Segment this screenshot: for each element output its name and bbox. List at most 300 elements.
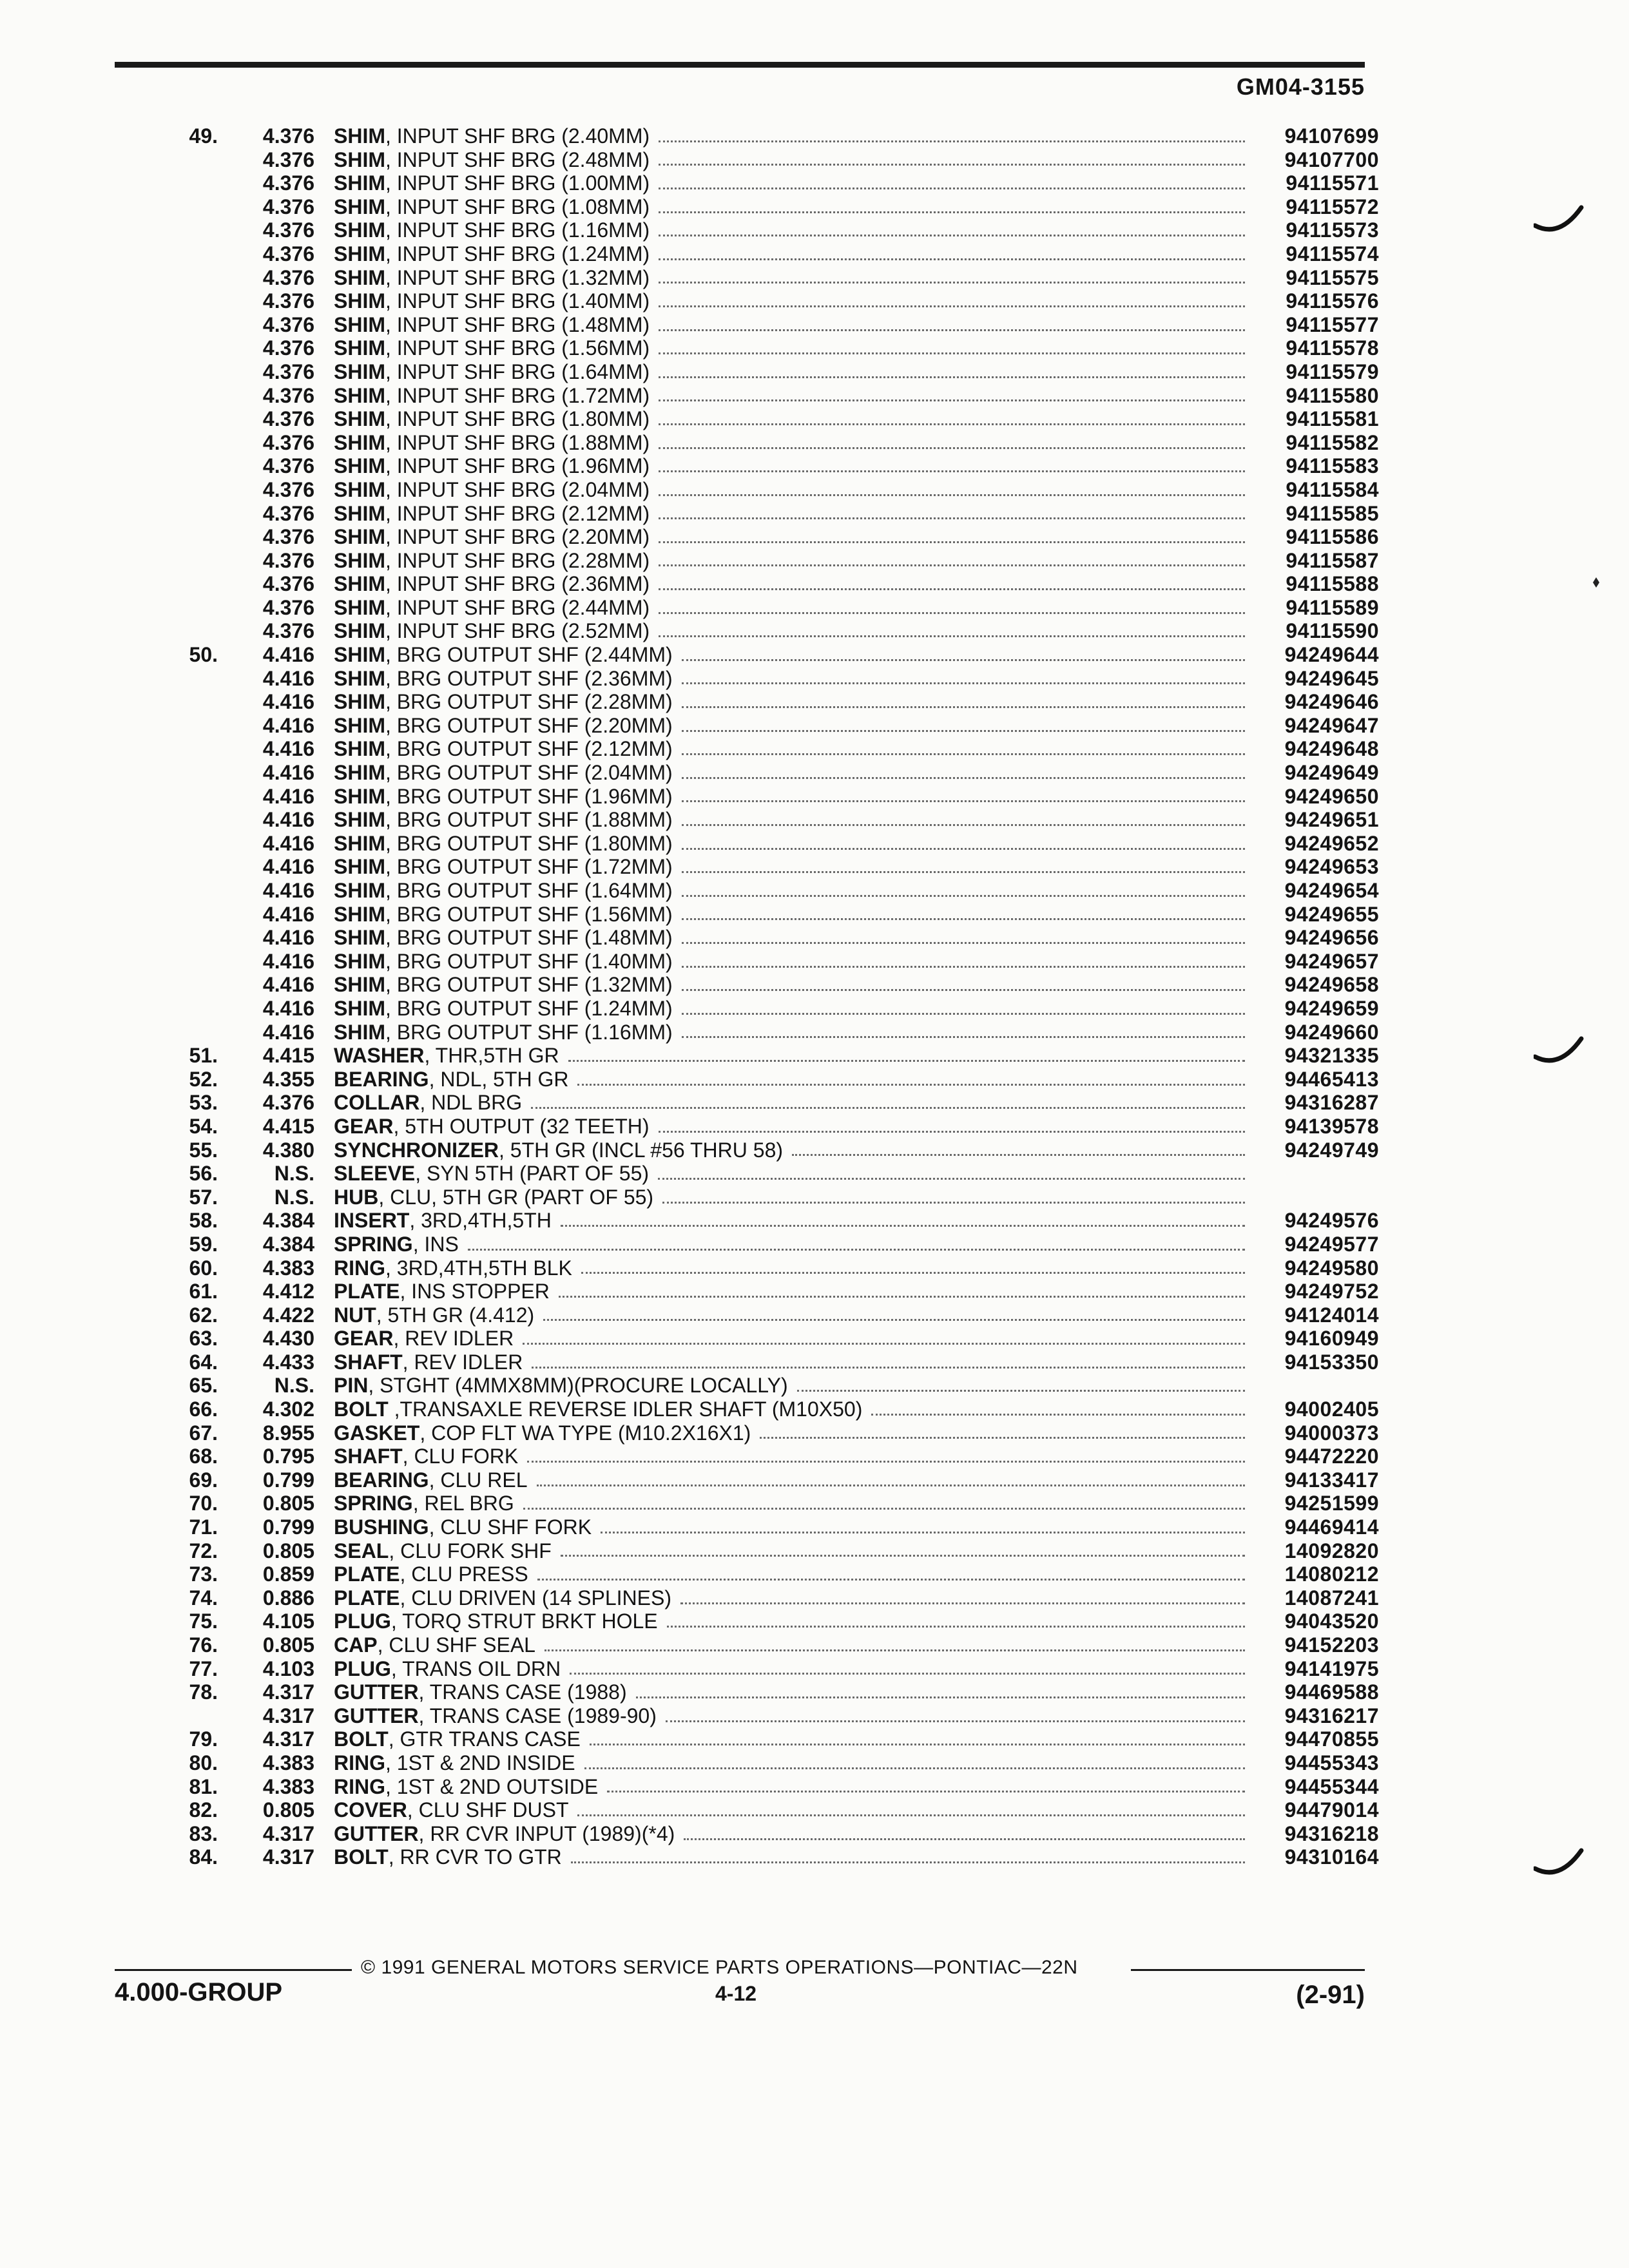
part-detail: , BRG OUTPUT SHF (1.32MM): [385, 973, 673, 997]
illustration-ref: 4.376: [262, 1091, 314, 1115]
part-number: 94249576: [1284, 1209, 1379, 1233]
part-row: [129, 336, 1379, 360]
illustration-ref: 4.376: [262, 430, 314, 454]
part-number: 94249660: [1284, 1020, 1379, 1044]
dot-leader: [659, 235, 1245, 236]
part-name: SHIM: [334, 525, 385, 549]
illustration-ref: 4.376: [262, 454, 314, 478]
illustration-ref: 4.376: [262, 289, 314, 313]
part-number: 94115573: [1286, 218, 1379, 242]
part-detail: , 1ST & 2ND OUTSIDE: [385, 1774, 599, 1798]
part-name: GASKET: [334, 1421, 420, 1445]
part-number: 94249653: [1284, 855, 1379, 879]
copyright-line: © 1991 GENERAL MOTORS SERVICE PARTS OPERATIONS—PONTIAC—22N: [361, 1957, 1078, 1978]
part-row: [129, 1139, 1379, 1162]
speck-mark: [1592, 577, 1601, 588]
part-number: 94316217: [1284, 1704, 1379, 1727]
part-number: 94249648: [1284, 737, 1379, 761]
illustration-ref: 4.105: [262, 1610, 314, 1633]
item-number: 62.: [189, 1303, 218, 1327]
part-description: [334, 1798, 568, 1822]
part-description: [334, 1256, 572, 1280]
part-description: [334, 903, 673, 927]
dot-leader: [682, 1013, 1245, 1015]
illustration-ref: 4.416: [262, 973, 314, 997]
part-name: COVER: [334, 1798, 407, 1822]
illustration-ref: 4.302: [262, 1398, 314, 1421]
part-row: [129, 525, 1379, 549]
part-name: PLUG: [334, 1610, 391, 1633]
part-number: 94249657: [1284, 949, 1379, 973]
part-number: 14080212: [1284, 1562, 1379, 1586]
part-description: [334, 407, 650, 431]
item-number: 84.: [189, 1845, 218, 1869]
part-description: [334, 1209, 552, 1233]
part-detail: , CLU FORK: [402, 1445, 519, 1468]
illustration-ref: N.S.: [274, 1162, 314, 1186]
illustration-ref: 4.376: [262, 195, 314, 218]
part-description: [334, 313, 650, 337]
part-number: 94115575: [1286, 265, 1379, 289]
dot-leader: [682, 942, 1245, 944]
part-detail: ,TRANSAXLE REVERSE IDLER SHAFT (M10X50): [388, 1398, 863, 1421]
item-number: 67.: [189, 1421, 218, 1445]
part-description: [334, 502, 650, 526]
illustration-ref: 4.416: [262, 737, 314, 761]
part-number: 94249646: [1284, 690, 1379, 714]
part-name: SHIM: [334, 336, 385, 360]
part-detail: , 3RD,4TH,5TH BLK: [385, 1256, 572, 1280]
part-number: 94115580: [1286, 383, 1379, 407]
part-name: SHIM: [334, 713, 385, 737]
part-number: 94249654: [1284, 879, 1379, 902]
illustration-ref: N.S.: [274, 1185, 314, 1209]
part-description: [334, 737, 673, 761]
illustration-ref: 4.416: [262, 926, 314, 950]
part-detail: , STGHT (4MMX8MM)(PROCURE LOCALLY): [368, 1374, 788, 1398]
part-number: 94310164: [1284, 1845, 1379, 1869]
part-number: 94316287: [1284, 1091, 1379, 1115]
part-description: [334, 454, 650, 478]
dot-leader: [636, 1696, 1245, 1698]
item-number: 69.: [189, 1468, 218, 1492]
illustration-ref: 4.422: [262, 1303, 314, 1327]
part-number: 94115579: [1286, 360, 1379, 383]
part-detail: , TRANS CASE (1988): [418, 1680, 627, 1704]
part-detail: , CLU SHF FORK: [429, 1515, 592, 1539]
part-row: [129, 832, 1379, 856]
part-number: 94249652: [1284, 831, 1379, 855]
part-detail: , INPUT SHF BRG (1.88MM): [385, 430, 650, 454]
dot-leader: [561, 1225, 1245, 1227]
part-row: [129, 1680, 1379, 1704]
item-number: 70.: [189, 1492, 218, 1515]
dot-leader: [682, 800, 1245, 802]
part-row: [129, 1091, 1379, 1115]
part-row: [129, 242, 1379, 266]
illustration-ref: 4.376: [262, 265, 314, 289]
illustration-ref: 4.376: [262, 360, 314, 383]
part-row: [129, 1327, 1379, 1350]
part-number: 94455344: [1284, 1774, 1379, 1798]
part-description: [334, 1562, 528, 1586]
part-number: 94316218: [1284, 1821, 1379, 1845]
part-row: [129, 1468, 1379, 1492]
part-name: SHIM: [334, 949, 385, 973]
part-detail: , 5TH GR (INCL #56 THRU 58): [499, 1138, 784, 1162]
dot-leader: [682, 918, 1245, 920]
part-detail: , CLU SHF DUST: [407, 1798, 569, 1822]
part-description: [334, 1822, 675, 1846]
illustration-ref: 4.415: [262, 1044, 314, 1068]
part-number: 14087241: [1284, 1586, 1379, 1610]
illustration-ref: 4.380: [262, 1138, 314, 1162]
item-number: 63.: [189, 1327, 218, 1350]
part-description: [334, 950, 673, 974]
part-description: [334, 714, 673, 738]
illustration-ref: 4.416: [262, 902, 314, 926]
illustration-ref: 0.795: [262, 1445, 314, 1468]
item-number: 55.: [189, 1138, 218, 1162]
item-number: 79.: [189, 1727, 218, 1751]
dot-leader: [537, 1485, 1246, 1486]
part-detail: , CLU, 5TH GR (PART OF 55): [378, 1185, 654, 1209]
part-row: [129, 1398, 1379, 1421]
part-detail: , BRG OUTPUT SHF (1.88MM): [385, 808, 673, 832]
part-name: SHIM: [334, 171, 385, 195]
dot-leader: [577, 1084, 1245, 1086]
part-row: [129, 1515, 1379, 1539]
part-name: SHIM: [334, 831, 385, 855]
part-name: NUT: [334, 1303, 376, 1327]
part-row: [129, 1044, 1379, 1068]
dot-leader: [561, 1555, 1245, 1557]
parts-list: [129, 124, 1379, 1869]
dot-leader: [682, 848, 1245, 850]
part-description: [334, 596, 650, 620]
part-number: 94115586: [1286, 525, 1379, 549]
item-number: 81.: [189, 1774, 218, 1798]
dot-leader: [468, 1249, 1245, 1251]
part-detail: , BRG OUTPUT SHF (1.40MM): [385, 949, 673, 973]
dot-leader: [601, 1532, 1245, 1533]
dot-leader: [531, 1107, 1245, 1109]
part-row: [129, 1610, 1379, 1633]
dot-leader: [659, 140, 1245, 142]
part-name: SHIM: [334, 501, 385, 525]
dot-leader: [607, 1791, 1245, 1792]
part-row: [129, 1845, 1379, 1869]
part-row: [129, 714, 1379, 738]
part-row: [129, 1162, 1379, 1186]
part-row: [129, 407, 1379, 431]
part-description: [334, 1633, 535, 1657]
part-row: [129, 454, 1379, 478]
item-number: 50.: [189, 643, 218, 667]
part-detail: , INPUT SHF BRG (1.00MM): [385, 171, 650, 195]
dot-leader: [797, 1390, 1245, 1392]
part-name: COLLAR: [334, 1091, 420, 1115]
part-name: SHIM: [334, 383, 385, 407]
part-name: SHIM: [334, 148, 385, 171]
part-detail: , INPUT SHF BRG (2.44MM): [385, 595, 650, 619]
part-description: [334, 1398, 862, 1421]
item-number: 80.: [189, 1751, 218, 1774]
dot-leader: [682, 1036, 1245, 1038]
group-label: 4.000-GROUP: [115, 1978, 283, 2006]
part-detail: , INPUT SHF BRG (1.24MM): [385, 242, 650, 265]
illustration-ref: 4.384: [262, 1232, 314, 1256]
dot-leader: [559, 1296, 1245, 1298]
part-description: [334, 1515, 592, 1539]
part-number: 94002405: [1284, 1398, 1379, 1421]
part-number: 94133417: [1284, 1468, 1379, 1492]
illustration-ref: 8.955: [262, 1421, 314, 1445]
item-number: 75.: [189, 1610, 218, 1633]
part-number: 94115577: [1286, 312, 1379, 336]
binding-tick-mark: [1534, 1031, 1585, 1070]
part-description: [334, 1727, 581, 1751]
dot-leader: [543, 1319, 1245, 1321]
dot-leader: [659, 447, 1245, 449]
header-rule: [115, 62, 1365, 68]
part-name: RING: [334, 1256, 385, 1280]
part-detail: , TRANS CASE (1989-90): [418, 1704, 657, 1727]
part-row: [129, 572, 1379, 596]
part-number: 94115581: [1286, 407, 1379, 431]
part-row: [129, 1633, 1379, 1657]
dot-leader: [682, 659, 1245, 661]
part-detail: , INPUT SHF BRG (1.56MM): [385, 336, 650, 360]
item-number: 61.: [189, 1280, 218, 1303]
part-row: [129, 737, 1379, 761]
part-description: [334, 1091, 522, 1115]
illustration-ref: 4.376: [262, 336, 314, 360]
dot-leader: [682, 966, 1245, 968]
item-number: 72.: [189, 1539, 218, 1562]
part-detail: , BRG OUTPUT SHF (2.44MM): [385, 643, 673, 667]
part-name: SHIM: [334, 784, 385, 808]
part-number: 94469588: [1284, 1680, 1379, 1704]
illustration-ref: 4.317: [262, 1821, 314, 1845]
part-row: [129, 360, 1379, 384]
part-detail: , INPUT SHF BRG (2.28MM): [385, 548, 650, 572]
dot-leader: [680, 1602, 1245, 1604]
part-name: SHIM: [334, 666, 385, 690]
part-detail: , INPUT SHF BRG (1.16MM): [385, 218, 650, 242]
dot-leader: [659, 305, 1245, 307]
part-description: [334, 1610, 658, 1633]
part-number: 94249650: [1284, 784, 1379, 808]
part-number: 94115588: [1286, 572, 1379, 596]
illustration-ref: N.S.: [274, 1374, 314, 1398]
part-number: 94321335: [1284, 1044, 1379, 1068]
part-description: [334, 973, 673, 997]
part-detail: , GTR TRANS CASE: [388, 1727, 581, 1751]
item-number: 64.: [189, 1350, 218, 1374]
part-name: PLATE: [334, 1562, 400, 1586]
item-number: 71.: [189, 1515, 218, 1539]
part-row: [129, 1586, 1379, 1610]
part-number: 94249577: [1284, 1232, 1379, 1256]
part-detail: , SYN 5TH (PART OF 55): [415, 1162, 650, 1186]
part-number: 94139578: [1284, 1114, 1379, 1138]
part-description: [334, 218, 650, 242]
page-number: 4-12: [715, 1982, 757, 2005]
illustration-ref: 4.376: [262, 548, 314, 572]
part-row: [129, 785, 1379, 809]
illustration-ref: 4.376: [262, 218, 314, 242]
item-number: 59.: [189, 1232, 218, 1256]
part-detail: , 3RD,4TH,5TH: [409, 1209, 552, 1233]
part-number: 94249647: [1284, 713, 1379, 737]
dot-leader: [545, 1649, 1245, 1651]
part-description: [334, 1327, 514, 1350]
document-id: GM04-3155: [1236, 73, 1365, 100]
part-detail: , CLU PRESS: [400, 1562, 528, 1586]
dot-leader: [659, 282, 1245, 284]
part-name: SHIM: [334, 572, 385, 596]
part-detail: , INPUT SHF BRG (1.48MM): [385, 312, 650, 336]
dot-leader: [581, 1272, 1245, 1274]
part-detail: , INPUT SHF BRG (2.40MM): [385, 124, 650, 148]
part-description: [334, 1845, 562, 1869]
part-name: WASHER: [334, 1044, 425, 1068]
part-detail: , CLU REL: [429, 1468, 528, 1492]
part-row: [129, 478, 1379, 502]
illustration-ref: 4.412: [262, 1280, 314, 1303]
item-number: 78.: [189, 1680, 218, 1704]
part-name: SHIM: [334, 879, 385, 902]
part-name: GEAR: [334, 1114, 394, 1138]
item-number: 56.: [189, 1162, 218, 1186]
part-row: [129, 1186, 1379, 1209]
part-name: SHIM: [334, 737, 385, 761]
part-detail: , BRG OUTPUT SHF (2.12MM): [385, 737, 673, 761]
part-description: [334, 1303, 534, 1327]
part-name: SHIM: [334, 595, 385, 619]
part-row: [129, 1562, 1379, 1586]
part-row: [129, 926, 1379, 950]
part-description: [334, 1586, 671, 1610]
part-row: [129, 549, 1379, 573]
part-detail: , THR,5TH GR: [424, 1044, 559, 1068]
dot-leader: [590, 1744, 1245, 1745]
part-number: 94115582: [1286, 430, 1379, 454]
part-name: GUTTER: [334, 1821, 419, 1845]
part-detail: , INS: [412, 1232, 459, 1256]
part-description: [334, 1704, 657, 1728]
part-number: 94249658: [1284, 973, 1379, 997]
illustration-ref: 4.103: [262, 1657, 314, 1680]
part-name: BOLT: [334, 1727, 389, 1751]
part-name: INSERT: [334, 1209, 410, 1233]
part-name: SHIM: [334, 548, 385, 572]
dot-leader: [577, 1814, 1245, 1816]
part-name: CAP: [334, 1633, 378, 1657]
dot-leader: [682, 871, 1245, 873]
part-detail: , BRG OUTPUT SHF (1.64MM): [385, 879, 673, 902]
illustration-ref: 4.415: [262, 1114, 314, 1138]
part-name: BEARING: [334, 1067, 429, 1091]
part-description: [334, 266, 650, 290]
part-description: [334, 1751, 575, 1775]
part-description: [334, 1492, 514, 1515]
illustration-ref: 4.376: [262, 619, 314, 643]
part-name: SHIM: [334, 289, 385, 313]
dot-leader: [682, 682, 1245, 684]
part-row: [129, 903, 1379, 927]
part-name: BEARING: [334, 1468, 429, 1492]
part-name: SHIM: [334, 242, 385, 265]
part-number: 94470855: [1284, 1727, 1379, 1751]
part-row: [129, 313, 1379, 337]
part-detail: , INPUT SHF BRG (2.12MM): [385, 501, 650, 525]
part-detail: , REV IDLER: [393, 1327, 514, 1350]
dot-leader: [523, 1343, 1245, 1345]
part-row: [129, 1256, 1379, 1280]
dot-leader: [871, 1414, 1245, 1416]
part-description: [334, 1445, 518, 1468]
part-number: 94115571: [1286, 171, 1379, 195]
part-description: [334, 997, 673, 1021]
part-description: [334, 1139, 783, 1162]
part-number: 94043520: [1284, 1610, 1379, 1633]
part-name: SHIM: [334, 926, 385, 950]
illustration-ref: 4.317: [262, 1727, 314, 1751]
part-number: 94160949: [1284, 1327, 1379, 1350]
illustration-ref: 0.805: [262, 1492, 314, 1515]
part-detail: , COP FLT WA TYPE (M10.2X16X1): [419, 1421, 751, 1445]
part-description: [334, 242, 650, 266]
part-number: 94472220: [1284, 1445, 1379, 1468]
part-detail: , INPUT SHF BRG (1.80MM): [385, 407, 650, 431]
part-name: SHIM: [334, 1020, 385, 1044]
dot-leader: [682, 777, 1245, 779]
part-detail: , BRG OUTPUT SHF (1.72MM): [385, 855, 673, 879]
part-name: GEAR: [334, 1327, 394, 1350]
dot-leader: [659, 187, 1245, 189]
part-description: [334, 1539, 552, 1563]
part-detail: , INPUT SHF BRG (2.48MM): [385, 148, 650, 171]
part-row: [129, 690, 1379, 714]
part-description: [334, 1680, 627, 1704]
part-detail: , 5TH GR (4.412): [376, 1303, 535, 1327]
dot-leader: [659, 470, 1245, 472]
part-detail: , INPUT SHF BRG (1.32MM): [385, 265, 650, 289]
part-detail: , BRG OUTPUT SHF (2.04MM): [385, 761, 673, 785]
part-description: [334, 195, 650, 219]
part-detail: , INS STOPPER: [400, 1280, 550, 1303]
part-description: [334, 643, 673, 667]
part-detail: , INPUT SHF BRG (2.04MM): [385, 477, 650, 501]
part-number: 94249644: [1284, 643, 1379, 667]
illustration-ref: 4.376: [262, 124, 314, 148]
part-detail: , NDL BRG: [419, 1091, 523, 1115]
binding-tick-mark: [1534, 1843, 1585, 1881]
illustration-ref: 4.433: [262, 1350, 314, 1374]
part-name: SHIM: [334, 124, 385, 148]
illustration-ref: 0.799: [262, 1468, 314, 1492]
illustration-ref: 0.799: [262, 1515, 314, 1539]
dot-leader: [659, 164, 1245, 166]
part-description: [334, 1775, 598, 1799]
part-name: SHIM: [334, 477, 385, 501]
dot-leader: [659, 423, 1245, 425]
dot-leader: [659, 211, 1245, 213]
part-number: 94249749: [1284, 1138, 1379, 1162]
part-name: SHIM: [334, 808, 385, 832]
